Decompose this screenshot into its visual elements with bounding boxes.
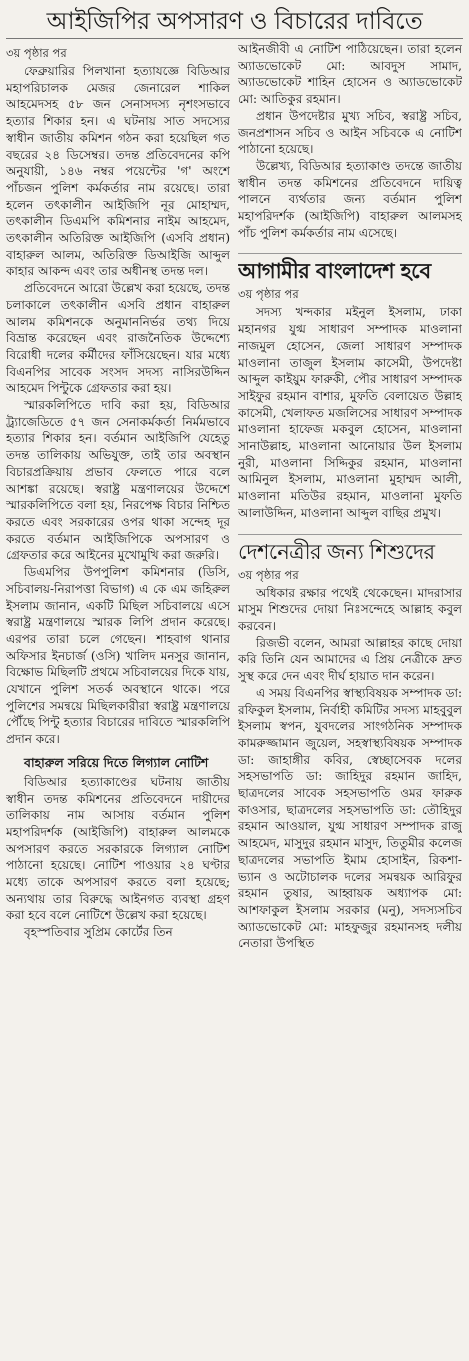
body-paragraph: প্রধান উপদেষ্টার মুখ্য সচিব, স্বরাষ্ট্র সচিব, জনপ্রশাসন সচিব ও আইন সচিবকে এ নোটিশ পাঠানো হয়েছে।: [238, 108, 462, 157]
section-headline: দেশনেত্রীর জন্য শিশুদের: [238, 534, 462, 567]
body-paragraph: আইনজীবী এ নোটিশ পাঠিয়েছেন। তারা হলেন অ্যাডভোকেট মো: আবদুস সামাদ, অ্যাডভোকেট শাহিন হোসেন ও অ্যাডভোকেট মো: আতিকুর রহমান।: [238, 42, 462, 107]
body-paragraph: এ সময় বিএনপির স্বাস্থ্যবিষয়ক সম্পাদক ডা: রফিকুল ইসলাম, নির্বাহী কমিটির সদস্য মাহবুবুল ইসলাম স্বপন, যুবদলের সাংগঠনিক সম্পাদক কামরুজ্জামান জুয়েল, সহস্বাস্থ্যবিষয়ক সম্পাদক ডা: জাহাঙ্গীর কবির, স্বেচ্ছাসেবক দলের সহসভাপতি ডা: জাহিদুর রহমান জাহিদ, ছাত্রদলের সাবেক সহসভাপতি ওমর ফারুক কাওসার, ছাত্রদলের সহসভাপতি ডা: তৌহিদুর রহমান আওয়াল, যুগ্ম সাধারণ সম্পাদক রাজু আহমেদ, মাসুদুর রহমান মাসুদ, তিতুমীর কলেজ ছাত্রদলের সভাপতি ইমাম হোসাইন, রিকশা-ভ্যান ও অটোচালক দলের সমন্বয়ক আরিফুর রহমান তুষার, আহ্বায়ক অধ্যাপক মো: আশফাকুল ইসলাম সরকার (মনু), সদস্যসচিব অ্যাডভোকেট মো: মাহফুজুর রহমানসহ দলীয় নেতারা উপস্থিত: [238, 685, 462, 951]
body-paragraph: ফেব্রুয়ারির পিলখানা হত্যাযজ্ঞে বিডিআর মহাপরিচালক মেজর জেনারেল শাকিল আহমেদসহ ৫৮ জন সেনাসদস্য নৃশংসভাবে হত্যার শিকার হন। এ ঘটনায় সাত সদস্যের স্বাধীন জাতীয় কমিশন গঠন করা হয়েছিল গত বছরের ২৪ ডিসেম্বর। তদন্ত প্রতিবেদনের কপি অনুযায়ী, ১৪৬ নম্বর পয়েন্টের 'গ' অংশে পাঁচজন পুলিশ কর্মকর্তার নাম রয়েছে। তারা হলেন তৎকালীন আইজিপি নূর মোহাম্মদ, তৎকালীন ডিএমপি কমিশনার নাইম আহমেদ, তৎকালীন অতিরিক্ত আইজিপি (এসবি প্রধান) বাহারুল আলম, অতিরিক্ত ডিআইজি আব্দুল কাহার আকন্দ এবং তার অধীনস্থ তদন্ত দল।: [6, 64, 230, 279]
continuation-note: ৩য় পৃষ্ঠার পর: [238, 287, 299, 302]
body-paragraph: ডিএমপির উপপুলিশ কমিশনার (ডিসি, সচিবালয়-নিরাপত্তা বিভাগ) এ কে এম জহিরুল ইসলাম জানান, একটি মিছিল সচিবালয়ে এসে স্বরাষ্ট্র মন্ত্রণালয়ে স্মারক লিপি প্রদান করেছে। এরপর তারা চলে গেছেন। শাহবাগ থানার অফিসার ইনচার্জ (ওসি) খালিদ মনসুর জানান, বিক্ষোভ মিছিলটি প্রথমে সচিবালয়ের দিকে যায়, যেখানে পুলিশ সতর্ক অবস্থানে থাকে। পরে পুলিশের সমন্বয়ে মিছিলকারীরা স্বরাষ্ট্র মন্ত্রণালয়ে পৌঁছে পিন্টু হত্যার বিচারের দাবিতে স্মারকলিপি প্রদান করে।: [6, 565, 230, 747]
body-paragraph: রিজভী বলেন, আমরা আল্লাহর কাছে দোয়া করি তিনি যেন আমাদের এ প্রিয় নেত্রীকে দ্রুত সুস্থ করে দেন এবং দীর্ঘ হায়াত দান করেন।: [238, 635, 462, 684]
continuation-note: ৩য় পৃষ্ঠার পর: [6, 46, 67, 60]
left-column: [6, 45, 230, 1355]
body-paragraph: সদস্য খন্দকার মইনুল ইসলাম, ঢাকা মহানগর যুগ্ম সাধারণ সম্পাদক মাওলানা নাজমুল হোসেন, জেলা সাধারণ সম্পাদক মাওলানা তাজুল ইসলাম কাসেমী, উপদেষ্টা আব্দুল কাইয়ুম ফারুকী, পৌর সাধারণ সম্পাদক সাইফুর রহমান বাশার, মুফতি বেলায়েত উল্লাহ কাসেমী, খেলাফত মজলিসের সাধারণ সম্পাদক মাওলানা হাফেজ মকবুল হোসেন, মাওলানা সানাউল্লাহ, মাওলানা আনোয়ার উল ইসলাম নুরী, মাওলানা সিদ্দিকুর রহমান, মাওলানা আমিনুল ইসলাম, মাওলানা মুহাম্মদ আলী, মাওলানা মতিউর রহমান, মাওলানা মুফতি আলাউদ্দিন, মাওলানা আব্দুল বাছির প্রমুখ।: [238, 305, 462, 520]
sub-heading: বাহারুল সরিয়ে দিতে লিগ্যাল নোটিশ: [24, 754, 209, 770]
right-column: [238, 41, 462, 1355]
body-paragraph: বিডিআর হত্যাকাণ্ডের ঘটনায় জাতীয় স্বাধীন তদন্ত কমিশনের প্রতিবেদনে দায়ীদের তালিকায় নাম আসায় বর্তমান পুলিশ মহাপরিদর্শক (আইজিপি) বাহারুল আলমকে অপসারণ করতে সরকারকে লিগ্যাল নোটিশ পাঠানো হয়েছে। নোটিশ পাওয়ার ২৪ ঘণ্টার মধ্যে তাকে অপসারণ করতে বলা হয়েছে; অন্যথায় তার বিরুদ্ধে আইনগত ব্যবস্থা গ্রহণ করা হবে বলে নোটিশে উল্লেখ করা হয়েছে।: [6, 774, 230, 923]
columns: [6, 42, 463, 1355]
section-headline: আগামীর বাংলাদেশ হবে: [238, 253, 462, 286]
body-paragraph: বৃহস্পতিবার সুপ্রিম কোর্টের তিন: [24, 925, 173, 940]
body-paragraph: অধিকার রক্ষার পথেই থেকেছেন। মাদরাসার মাসুম শিশুদের দোয়া নিঃসন্দেহে আল্লাহ কবুল করবেন।: [238, 585, 462, 633]
main-headline: আইজিপির অপসারণ ও বিচারের দাবিতে: [6, 4, 463, 39]
body-paragraph: উল্লেখ্য, বিডিআর হত্যাকাণ্ড তদন্তে জাতীয় স্বাধীন তদন্ত কমিশনের প্রতিবেদনে দায়িত্ব পালনে ব্যর্থতার জন্য বর্তমান পুলিশ মহাপরিদর্শক (আইজিপি) বাহারুল আলমসহ পাঁচ পুলিশ কর্মকর্তার নাম এসেছে।: [238, 158, 462, 240]
body-paragraph: প্রতিবেদনে আরো উল্লেখ করা হয়েছে, তদন্ত চলাকালে তৎকালীন এসবি প্রধান বাহারুল আলম কমিশনকে অনুমাননির্ভর তথ্য দিয়ে বিভ্রান্ত করেছেন এবং রাজনৈতিক উদ্দেশ্যে বিরোধী দলের কর্মীদের ফাঁসিয়েছেন। যার মধ্যে বিএনপির সাবেক সংসদ সদস্য নাসিরউদ্দিন আহমেদ পিন্টুকে গ্রেফতার করা হয়।: [6, 281, 230, 396]
body-paragraph: স্মারকলিপিতে দাবি করা হয়, বিডিআর ট্র্যাজেডিতে ৫৭ জন সেনাকর্মকর্তা নির্মমভাবে হত্যার শিকার হন। বর্তমান আইজিপি যেহেতু তদন্ত তালিকায় অভিযুক্ত, তাই তার অবস্থান বিচারপ্রক্রিয়ায় প্রভাব ফেলতে পারে বলে আশঙ্কা রয়েছে। স্বরাষ্ট্র মন্ত্রণালয়ের উদ্দেশে স্মারকলিপিতে বলা হয়, নিরপেক্ষ বিচার নিশ্চিত করতে এবং সরকারের ওপর থাকা সন্দেহ দূর করতে বর্তমান আইজিপিকে অপসারণ ও গ্রেফতার করে আইনের মুখোমুখি করা জরুরি।: [6, 398, 230, 563]
continuation-note: ৩য় পৃষ্ঠার পর: [238, 567, 299, 582]
